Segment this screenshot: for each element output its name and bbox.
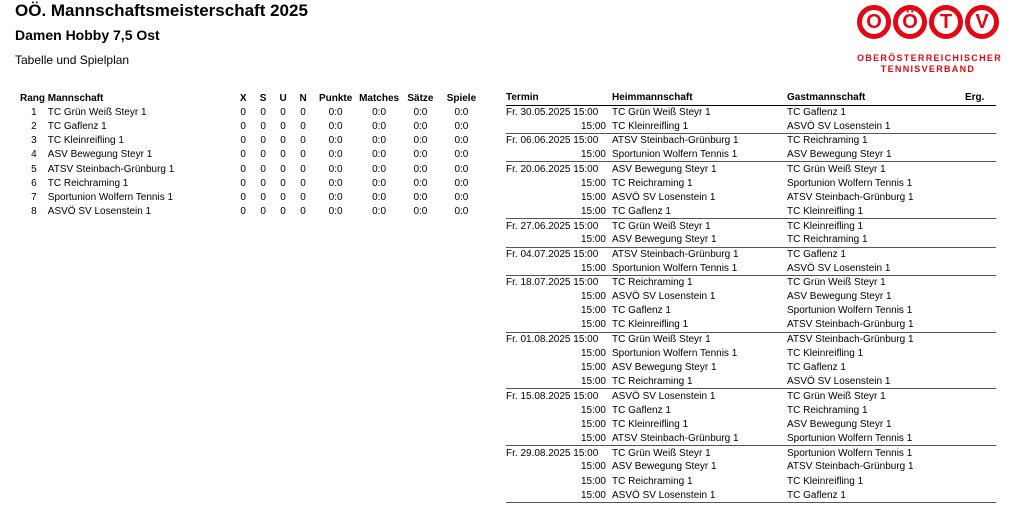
match-time: 15:00 [580, 149, 606, 161]
cell-rang: 3 [31, 135, 37, 147]
cell-s: 0 [260, 135, 266, 147]
cell-x: 0 [240, 106, 246, 118]
cell-rang: 2 [31, 120, 37, 132]
cell-u: 0 [280, 163, 286, 175]
cell-rang: 1 [31, 106, 37, 118]
col-header-gast: Gastmannschaft [787, 91, 965, 105]
cell-spiele: 0:0 [454, 135, 469, 147]
home-team: TC Gaflenz 1 [612, 305, 671, 317]
match-date: Fr. 20.06.2025 15:00 [506, 162, 612, 176]
match-time: 15:00 [580, 432, 606, 444]
cell-matches: 0:0 [372, 206, 387, 218]
match-time: 15:00 [580, 376, 606, 388]
standings-row [20, 190, 482, 204]
match-result [965, 190, 996, 204]
away-team: TC Kleinreifling 1 [787, 475, 864, 487]
home-team: TC Gaflenz 1 [612, 404, 671, 416]
cell-rang: 8 [31, 206, 37, 218]
match-result [965, 332, 996, 346]
col-header-x: X [239, 92, 247, 104]
col-header-n: N [299, 92, 307, 104]
away-team: TC Kleinreifling 1 [787, 347, 864, 359]
cell-s: 0 [260, 149, 266, 161]
col-header-mannschaft: Mannschaft [47, 92, 104, 104]
home-team: Sportunion Wolfern Tennis 1 [612, 347, 738, 359]
schedule-row [506, 460, 996, 474]
match-time: 15:00 [580, 347, 606, 359]
standings-row [20, 134, 482, 148]
cell-x: 0 [240, 177, 246, 189]
match-result [965, 304, 996, 318]
col-header-matches: Matches [359, 92, 400, 104]
cell-x: 0 [240, 163, 246, 175]
match-time: 15:00 [580, 120, 606, 132]
cell-team: TC Kleinreifling 1 [47, 135, 124, 147]
cell-team: TC Reichraming 1 [47, 177, 129, 189]
home-team: TC Grün Weiß Steyr 1 [612, 446, 787, 460]
cell-x: 0 [240, 206, 246, 218]
away-team: ATSV Steinbach-Grünburg 1 [787, 191, 914, 203]
schedule-row [506, 417, 996, 431]
cell-n: 0 [300, 163, 306, 175]
schedule-row [506, 119, 996, 133]
cell-punkte: 0:0 [328, 177, 343, 189]
cell-n: 0 [300, 206, 306, 218]
standings-row [20, 162, 482, 176]
col-header-u: U [279, 92, 287, 104]
home-team: TC Reichraming 1 [612, 275, 787, 289]
schedule-row [506, 105, 996, 119]
match-date: Fr. 30.05.2025 15:00 [506, 107, 599, 119]
home-team: ASVÖ SV Losenstein 1 [612, 488, 787, 502]
home-team: TC Kleinreifling 1 [612, 120, 689, 132]
home-team: ATSV Steinbach-Grünburg 1 [612, 247, 787, 261]
match-result [965, 119, 996, 133]
match-result [965, 134, 996, 148]
match-result [965, 162, 996, 176]
cell-n: 0 [300, 177, 306, 189]
schedule-table [506, 91, 996, 503]
match-result [965, 488, 996, 502]
match-time: 15:00 [580, 262, 606, 274]
match-time: 15:00 [580, 234, 606, 246]
home-team: TC Reichraming 1 [612, 177, 693, 189]
match-result [965, 460, 996, 474]
col-header-saetze: Sätze [407, 92, 434, 104]
match-result [965, 148, 996, 162]
away-team: ASV Bewegung Steyr 1 [787, 418, 892, 430]
schedule-row [506, 219, 996, 233]
schedule-row [506, 275, 996, 289]
cell-s: 0 [260, 163, 266, 175]
match-result [965, 219, 996, 233]
cell-team: TC Grün Weiß Steyr 1 [47, 106, 147, 118]
schedule-row [506, 304, 996, 318]
cell-x: 0 [240, 135, 246, 147]
cell-matches: 0:0 [372, 177, 387, 189]
match-time: 15:00 [580, 205, 606, 217]
home-team: ATSV Steinbach-Grünburg 1 [612, 432, 739, 444]
match-date: Fr. 04.07.2025 15:00 [506, 247, 612, 261]
col-header-punkte: Punkte [318, 92, 353, 104]
cell-spiele: 0:0 [454, 120, 469, 132]
cell-n: 0 [300, 191, 306, 203]
cell-n: 0 [300, 149, 306, 161]
cell-rang: 6 [31, 177, 37, 189]
cell-n: 0 [300, 120, 306, 132]
match-result [965, 403, 996, 417]
match-date: Fr. 01.08.2025 15:00 [506, 332, 612, 346]
home-team: TC Grün Weiß Steyr 1 [612, 107, 711, 119]
away-team: TC Gaflenz 1 [787, 247, 965, 261]
logo-letter: O [857, 5, 891, 39]
col-header-rang: Rang [20, 92, 45, 104]
match-time: 15:00 [580, 362, 606, 374]
match-result [965, 432, 996, 446]
schedule-row [506, 318, 996, 332]
away-team: TC Kleinreifling 1 [787, 219, 965, 233]
match-time: 15:00 [580, 305, 606, 317]
away-team: ATSV Steinbach-Grünburg 1 [787, 332, 965, 346]
schedule-row [506, 361, 996, 375]
home-team: ASVÖ SV Losenstein 1 [612, 291, 716, 303]
cell-matches: 0:0 [372, 135, 387, 147]
schedule-row [506, 488, 996, 502]
cell-spiele: 0:0 [454, 206, 469, 218]
home-team: ASVÖ SV Losenstein 1 [612, 389, 787, 403]
cell-saetze: 0:0 [413, 149, 428, 161]
cell-s: 0 [260, 106, 266, 118]
col-header-termin: Termin [506, 91, 612, 105]
cell-saetze: 0:0 [413, 106, 428, 118]
away-team: TC Reichraming 1 [787, 134, 965, 148]
cell-u: 0 [280, 149, 286, 161]
cell-punkte: 0:0 [328, 149, 343, 161]
match-result [965, 417, 996, 431]
cell-s: 0 [260, 120, 266, 132]
away-team: Sportunion Wolfern Tennis 1 [787, 446, 965, 460]
home-team: TC Reichraming 1 [612, 376, 693, 388]
match-time: 15:00 [580, 404, 606, 416]
cell-team: ASVÖ SV Losenstein 1 [47, 206, 152, 218]
cell-rang: 5 [31, 163, 37, 175]
cell-n: 0 [300, 106, 306, 118]
match-result [965, 318, 996, 332]
match-result [965, 105, 996, 119]
page-title: OÖ. Mannschaftsmeisterschaft 2025 [15, 1, 308, 20]
match-result [965, 346, 996, 360]
logo-letter: Ö [893, 5, 927, 39]
schedule-row [506, 474, 996, 488]
cell-rang: 4 [31, 149, 37, 161]
match-result [965, 205, 996, 219]
schedule-row [506, 148, 996, 162]
home-team: Sportunion Wolfern Tennis 1 [612, 149, 738, 161]
match-date: Fr. 27.06.2025 15:00 [506, 219, 612, 233]
cell-x: 0 [240, 191, 246, 203]
match-date: Fr. 15.08.2025 15:00 [506, 389, 612, 403]
home-team: TC Kleinreifling 1 [612, 418, 689, 430]
match-time: 15:00 [580, 418, 606, 430]
cell-s: 0 [260, 191, 266, 203]
cell-spiele: 0:0 [454, 163, 469, 175]
cell-spiele: 0:0 [454, 177, 469, 189]
cell-matches: 0:0 [372, 149, 387, 161]
cell-saetze: 0:0 [413, 163, 428, 175]
standings-row [20, 176, 482, 190]
cell-saetze: 0:0 [413, 120, 428, 132]
match-result [965, 446, 996, 460]
schedule-row [506, 233, 996, 247]
away-team: Sportunion Wolfern Tennis 1 [787, 432, 913, 444]
match-result [965, 233, 996, 247]
away-team: Sportunion Wolfern Tennis 1 [787, 177, 913, 189]
away-team: ATSV Steinbach-Grünburg 1 [787, 461, 914, 473]
standings-row [20, 205, 482, 219]
cell-x: 0 [240, 149, 246, 161]
schedule-row [506, 190, 996, 204]
match-result [965, 176, 996, 190]
away-team: TC Kleinreifling 1 [787, 205, 864, 217]
logo-letter: T [929, 5, 963, 39]
away-team: ASVÖ SV Losenstein 1 [787, 120, 891, 132]
col-header-heim: Heimmannschaft [612, 91, 787, 105]
cell-matches: 0:0 [372, 163, 387, 175]
cell-u: 0 [280, 106, 286, 118]
home-team: ASV Bewegung Steyr 1 [612, 362, 717, 374]
away-team: ASVÖ SV Losenstein 1 [787, 376, 891, 388]
match-result [965, 361, 996, 375]
home-team: TC Gaflenz 1 [612, 205, 671, 217]
home-team: TC Grün Weiß Steyr 1 [612, 219, 787, 233]
home-team: ASVÖ SV Losenstein 1 [612, 191, 716, 203]
cell-punkte: 0:0 [328, 120, 343, 132]
logo-text-line2: TENNISVERBAND [880, 64, 976, 74]
cell-team: ATSV Steinbach-Grünburg 1 [47, 163, 175, 175]
match-time: 15:00 [580, 475, 606, 487]
match-date: Fr. 06.06.2025 15:00 [506, 134, 612, 148]
schedule-row [506, 375, 996, 389]
cell-s: 0 [260, 177, 266, 189]
match-time: 15:00 [506, 488, 612, 502]
schedule-row [506, 261, 996, 275]
cell-u: 0 [280, 120, 286, 132]
cell-team: ASV Bewegung Steyr 1 [47, 149, 153, 161]
ootv-logo [857, 5, 1003, 75]
logo-text-line1: OBERÖSTERREICHISCHER [857, 53, 1003, 63]
match-result [965, 261, 996, 275]
match-result [965, 375, 996, 389]
match-result [965, 275, 996, 289]
schedule-row [506, 446, 996, 460]
cell-saetze: 0:0 [413, 135, 428, 147]
schedule-header-row [506, 91, 996, 105]
cell-punkte: 0:0 [328, 135, 343, 147]
match-time: 15:00 [580, 319, 606, 331]
away-team: TC Reichraming 1 [787, 404, 868, 416]
cell-spiele: 0:0 [454, 149, 469, 161]
away-team: TC Gaflenz 1 [787, 107, 846, 119]
cell-u: 0 [280, 206, 286, 218]
schedule-row [506, 332, 996, 346]
schedule-row [506, 176, 996, 190]
home-team: ATSV Steinbach-Grünburg 1 [612, 134, 787, 148]
schedule-row [506, 403, 996, 417]
col-header-ergebnis: Erg. [965, 91, 996, 105]
logo-letter: V [965, 5, 999, 39]
away-team: ATSV Steinbach-Grünburg 1 [787, 319, 914, 331]
match-time: 15:00 [580, 177, 606, 189]
cell-rang: 7 [31, 191, 37, 203]
cell-team: Sportunion Wolfern Tennis 1 [47, 191, 174, 203]
cell-matches: 0:0 [372, 120, 387, 132]
schedule-row [506, 162, 996, 176]
home-team: ASV Bewegung Steyr 1 [612, 461, 717, 473]
home-team: TC Kleinreifling 1 [612, 319, 689, 331]
cell-x: 0 [240, 120, 246, 132]
schedule-row [506, 134, 996, 148]
cell-punkte: 0:0 [328, 163, 343, 175]
col-header-spiele: Spiele [446, 92, 477, 104]
away-team: Sportunion Wolfern Tennis 1 [787, 305, 913, 317]
standings-row [20, 148, 482, 162]
schedule-row [506, 346, 996, 360]
cell-u: 0 [280, 191, 286, 203]
away-team: ASV Bewegung Steyr 1 [787, 291, 892, 303]
home-team: ASV Bewegung Steyr 1 [612, 234, 717, 246]
match-date: Fr. 29.08.2025 15:00 [506, 446, 612, 460]
match-time: 15:00 [580, 191, 606, 203]
match-time: 15:00 [580, 461, 606, 473]
match-result [965, 389, 996, 403]
match-result [965, 290, 996, 304]
standings-row [20, 119, 482, 133]
schedule-row [506, 432, 996, 446]
cell-matches: 0:0 [372, 191, 387, 203]
home-team: TC Grün Weiß Steyr 1 [612, 332, 787, 346]
league-name: Damen Hobby 7,5 Ost [15, 27, 160, 43]
away-team: TC Gaflenz 1 [787, 362, 846, 374]
schedule-row [506, 290, 996, 304]
away-team: TC Grün Weiß Steyr 1 [787, 162, 965, 176]
cell-n: 0 [300, 135, 306, 147]
home-team: TC Reichraming 1 [612, 475, 693, 487]
away-team: ASV Bewegung Steyr 1 [787, 149, 892, 161]
away-team: TC Grün Weiß Steyr 1 [787, 389, 965, 403]
home-team: Sportunion Wolfern Tennis 1 [612, 262, 738, 274]
cell-u: 0 [280, 177, 286, 189]
cell-punkte: 0:0 [328, 106, 343, 118]
away-team: TC Reichraming 1 [787, 234, 868, 246]
standings-header-row [20, 91, 482, 105]
match-time: 15:00 [580, 291, 606, 303]
schedule-row [506, 205, 996, 219]
cell-saetze: 0:0 [413, 206, 428, 218]
cell-spiele: 0:0 [454, 191, 469, 203]
schedule-row [506, 247, 996, 261]
home-team: ASV Bewegung Steyr 1 [612, 162, 787, 176]
standings-row [20, 105, 482, 119]
col-header-s: S [259, 92, 267, 104]
away-team: TC Grün Weiß Steyr 1 [787, 275, 965, 289]
cell-spiele: 0:0 [454, 106, 469, 118]
match-date: Fr. 18.07.2025 15:00 [506, 275, 612, 289]
cell-u: 0 [280, 135, 286, 147]
away-team: ASVÖ SV Losenstein 1 [787, 262, 891, 274]
cell-punkte: 0:0 [328, 191, 343, 203]
cell-team: TC Gaflenz 1 [47, 120, 107, 132]
cell-saetze: 0:0 [413, 191, 428, 203]
match-result [965, 474, 996, 488]
schedule-row [506, 389, 996, 403]
cell-punkte: 0:0 [328, 206, 343, 218]
match-result [965, 247, 996, 261]
cell-s: 0 [260, 206, 266, 218]
cell-matches: 0:0 [372, 106, 387, 118]
standings-table [20, 91, 482, 219]
cell-saetze: 0:0 [413, 177, 428, 189]
away-team: TC Gaflenz 1 [787, 488, 965, 502]
section-label: Tabelle und Spielplan [15, 53, 130, 67]
